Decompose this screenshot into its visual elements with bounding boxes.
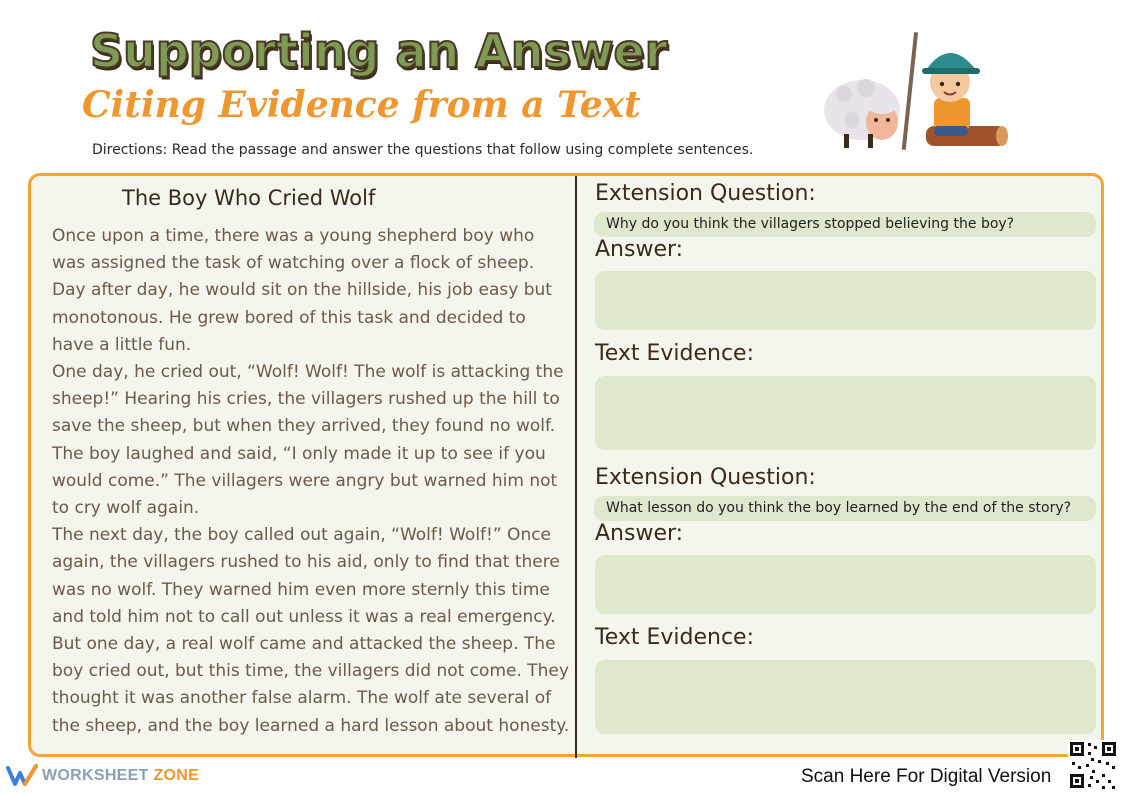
answer-label: Answer: — [595, 521, 684, 546]
story-paragraph: One day, he cried out, “Wolf! Wolf! The wolf is attacking the sheep!” Hearing his cries, the villagers rushed up the hill to save the sheep, but when they arrived, they found no wolf. The boy laughed and said, “I only made it up to see if you would come.” The villagers were angry but warned him not to cry wolf again. — [52, 362, 564, 519]
extension-question-heading: Extension Question: — [595, 465, 816, 490]
scan-instruction: Scan Here For Digital Version — [801, 766, 1052, 787]
text-evidence-box[interactable] — [595, 660, 1096, 734]
story-paragraph: The next day, the boy called out again, “Wolf! Wolf!” Once again, the villagers rushed to his aid, only to find that there was no wolf. They warned him even more sternly this time and told him not to call out unless it was a real emergency. But one day, a real wolf came and attacked the sheep. The boy cried out, but this time, the villagers did not come. They thought it was another false alarm. The wolf ate several of the sheep, and the boy learned a hard lesson about honesty. — [52, 525, 570, 736]
text-evidence-label: Text Evidence: — [595, 341, 755, 366]
story-paragraph: Once upon a time, there was a young shepherd boy who was assigned the task of watching over a flock of sheep. Day after day, he would sit on the hillside, his job easy but monotonous. He grew bored of this task and decided to have a little fun. — [52, 226, 552, 355]
text-evidence-label: Text Evidence: — [595, 625, 755, 650]
story-passage — [52, 223, 570, 740]
story-title: The Boy Who Cried Wolf — [122, 186, 376, 210]
extension-question-text: What lesson do you think the boy learned by the end of the story? — [594, 496, 1096, 521]
qr-code-icon[interactable] — [1068, 740, 1118, 790]
worksheet-title: Supporting an Answer — [90, 24, 668, 78]
answer-box[interactable] — [595, 555, 1096, 614]
logo-text-accent: ZONE — [153, 767, 200, 784]
shepherd-boy-icon — [922, 53, 1008, 146]
extension-question-text: Why do you think the villagers stopped believing the boy? — [594, 212, 1096, 237]
answer-label: Answer: — [595, 237, 684, 262]
answer-box[interactable] — [595, 271, 1096, 330]
panel-divider — [575, 176, 577, 758]
worksheet-zone-logo[interactable] — [6, 764, 199, 788]
sheep-icon — [824, 79, 900, 148]
worksheet-subtitle: Citing Evidence from a Text — [82, 84, 641, 126]
text-evidence-box[interactable] — [595, 376, 1096, 450]
extension-question-heading: Extension Question: — [595, 181, 816, 206]
shepherd-boy-illustration — [822, 30, 1008, 154]
directions-text: Directions: Read the passage and answer the questions that follow using complete sentences. — [92, 142, 754, 158]
logo-w-icon — [6, 764, 38, 788]
logo-text-main: WORKSHEET — [42, 767, 149, 784]
